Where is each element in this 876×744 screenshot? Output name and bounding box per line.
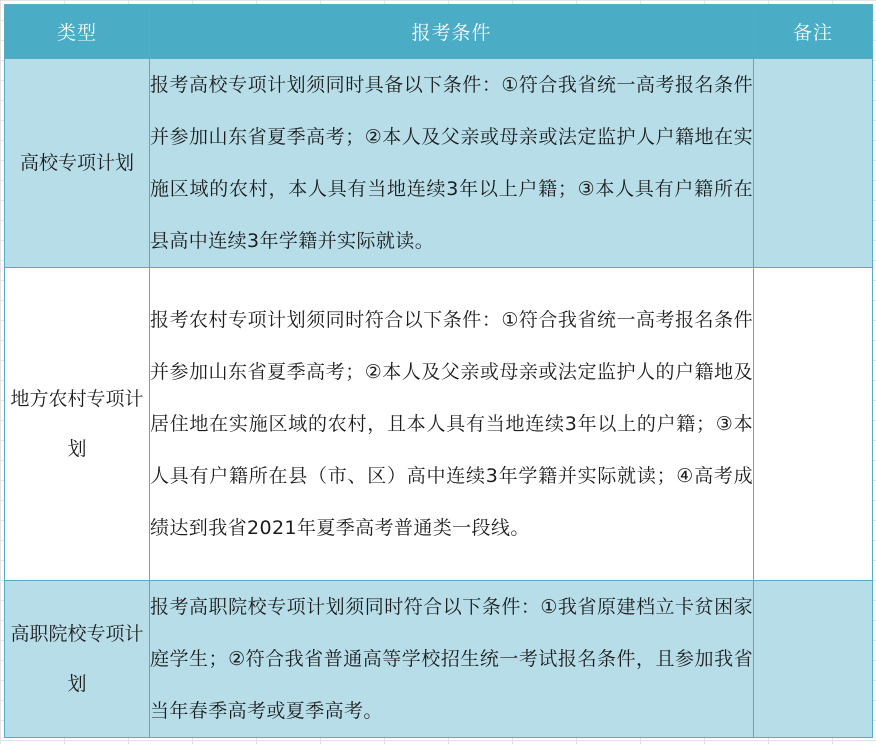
table-row [5, 581, 873, 738]
header-notes[interactable]: 备注 [754, 5, 873, 59]
header-type[interactable]: 类型 [5, 5, 150, 59]
table-row [5, 59, 873, 268]
table-header-row [5, 5, 873, 59]
cell-conditions[interactable]: 报考高校专项计划须同时具备以下条件：①符合我省统一高考报名条件并参加山东省夏季高考；②本人及父亲或母亲或法定监护人户籍地在实施区域的农村，本人具有当地连续3年以上户籍；③本人具有户籍所在县高中连续3年学籍并实际就读。 [150, 59, 754, 268]
table-row [5, 268, 873, 581]
cell-conditions[interactable]: 报考农村专项计划须同时符合以下条件：①符合我省统一高考报名条件并参加山东省夏季高考；②本人及父亲或母亲或法定监护人的户籍地及居住地在实施区域的农村，且本人具有当地连续3年以上的户籍；③本人具有户籍所在县（市、区）高中连续3年学籍并实际就读；④高考成绩达到我省2021年夏季高考普通类一段线。 [150, 268, 754, 581]
cell-type[interactable]: 高校专项计划 [5, 59, 150, 268]
cell-type[interactable]: 高职院校专项计划 [5, 581, 150, 738]
plan-conditions-table [4, 4, 873, 738]
cell-notes[interactable] [754, 268, 873, 581]
cell-conditions[interactable]: 报考高职院校专项计划须同时符合以下条件：①我省原建档立卡贫困家庭学生；②符合我省普通高等学校招生统一考试报名条件，且参加我省当年春季高考或夏季高考。 [150, 581, 754, 738]
cell-notes[interactable] [754, 59, 873, 268]
cell-type[interactable]: 地方农村专项计划 [5, 268, 150, 581]
cell-notes[interactable] [754, 581, 873, 738]
header-conditions[interactable]: 报考条件 [150, 5, 754, 59]
